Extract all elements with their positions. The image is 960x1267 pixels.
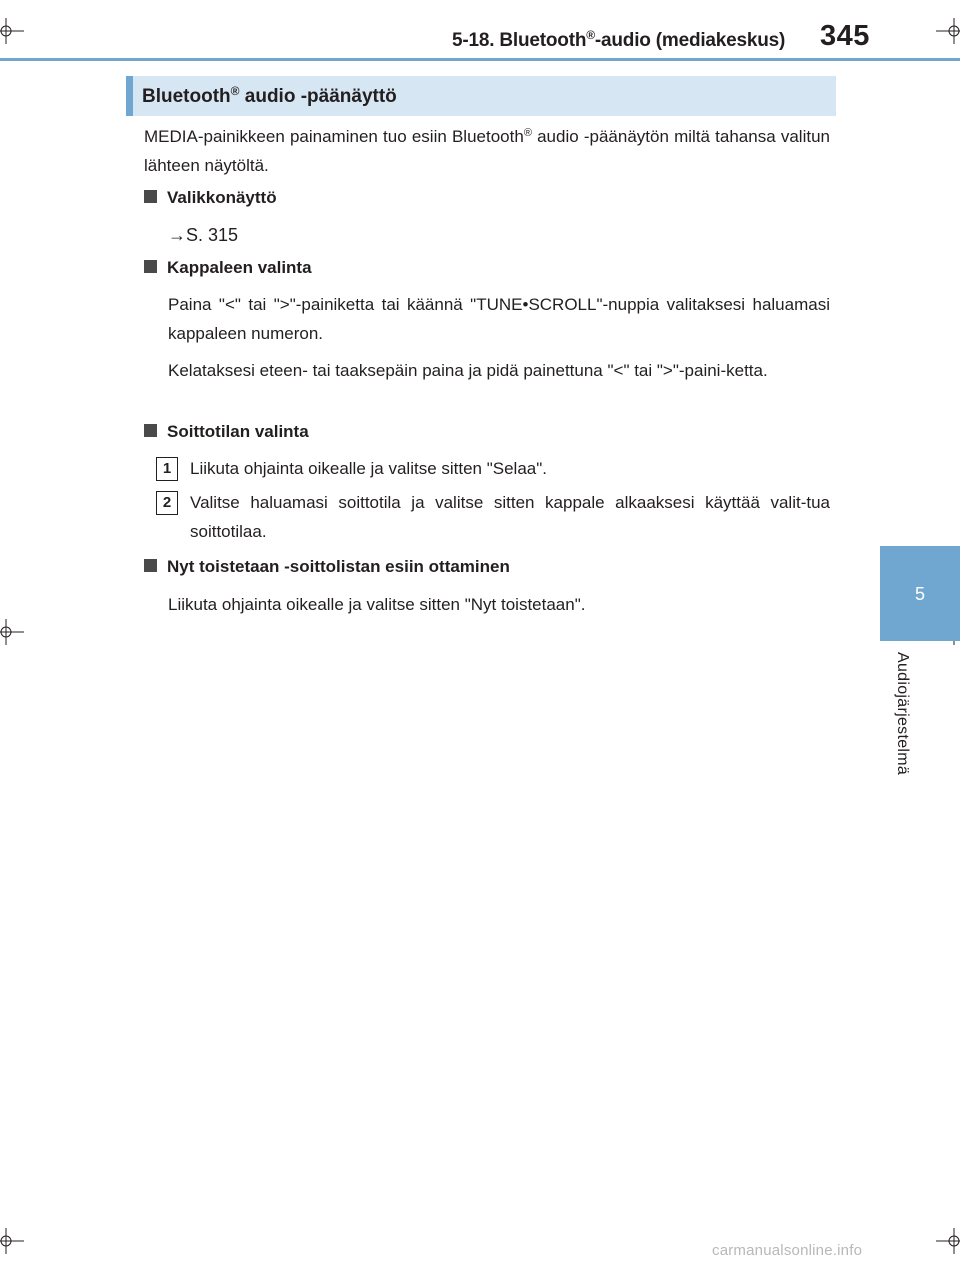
step-text: Valitse haluamasi soittotila ja valitse sitten kappale alkaaksesi käyttää valit-tua soittotilaa. [190,493,830,541]
section-title-bar [126,76,836,116]
registration-mark-mid-left-icon [0,619,26,645]
heading-track-selection [144,258,312,278]
heading-text: Kappaleen valinta [167,258,312,277]
section-title-prefix: Bluetooth [142,86,231,107]
paragraph-now-playing: Liikuta ohjainta oikealle ja valitse sitten "Nyt toistetaan". [168,595,586,614]
section-title-suffix: audio -päänäyttö [239,86,397,107]
intro-text-start: MEDIA-painikkeen painaminen tuo esiin Bluetooth [144,127,524,146]
intro-paragraph [144,122,830,180]
header-rule [0,58,960,61]
registered-mark: ® [523,127,532,139]
step-number-badge: 2 [156,491,178,515]
registration-mark-bottom-left-icon [0,1228,26,1254]
chapter-tab [880,546,960,641]
paragraph-fast-forward: Kelataksesi eteen- tai taaksepäin paina ja pidä painettuna "<" tai ">"-paini-ketta. [168,361,768,380]
heading-text: Valikkonäyttö [167,188,277,207]
bullet-square-icon [144,190,157,203]
section-title-accent [126,76,133,116]
bullet-square-icon [144,260,157,273]
registered-mark: ® [230,84,240,98]
registration-mark-top-right-icon [934,18,960,44]
page-number: 345 [820,20,870,52]
registered-mark: ® [586,28,595,42]
heading-now-playing [144,557,510,577]
running-header [452,28,786,52]
step-number-badge: 1 [156,457,178,481]
heading-play-mode [144,422,309,442]
footer-watermark: carmanualsonline.info [712,1242,863,1259]
registration-mark-bottom-right-icon [934,1228,960,1254]
running-header-prefix: 5-18. Bluetooth [452,30,587,51]
chapter-number: 5 [914,584,925,604]
registration-mark-top-left-icon [0,18,26,44]
section-title [142,84,397,108]
step-text: Liikuta ohjainta oikealle ja valitse sitten "Selaa". [190,459,547,478]
bullet-square-icon [144,559,157,572]
bullet-square-icon [144,424,157,437]
chapter-title: Audiojärjestelmä [894,652,911,776]
heading-text: Soittotilan valinta [167,422,309,441]
heading-menu-screen [144,188,277,208]
paragraph-track-selection: Paina "<" tai ">"-painiketta tai käännä "TUNE•SCROLL"-nuppia valitaksesi haluamasi kappaleen numeron. [168,295,830,343]
page-reference-link[interactable]: →S. 315 [168,225,239,245]
intro-text-end: audio -päänäytön miltä tahansa valitun lähteen näytöltä. [144,127,830,175]
running-header-suffix: -audio (mediakeskus) [594,30,786,51]
heading-text: Nyt toistetaan -soittolistan esiin ottaminen [167,557,510,576]
